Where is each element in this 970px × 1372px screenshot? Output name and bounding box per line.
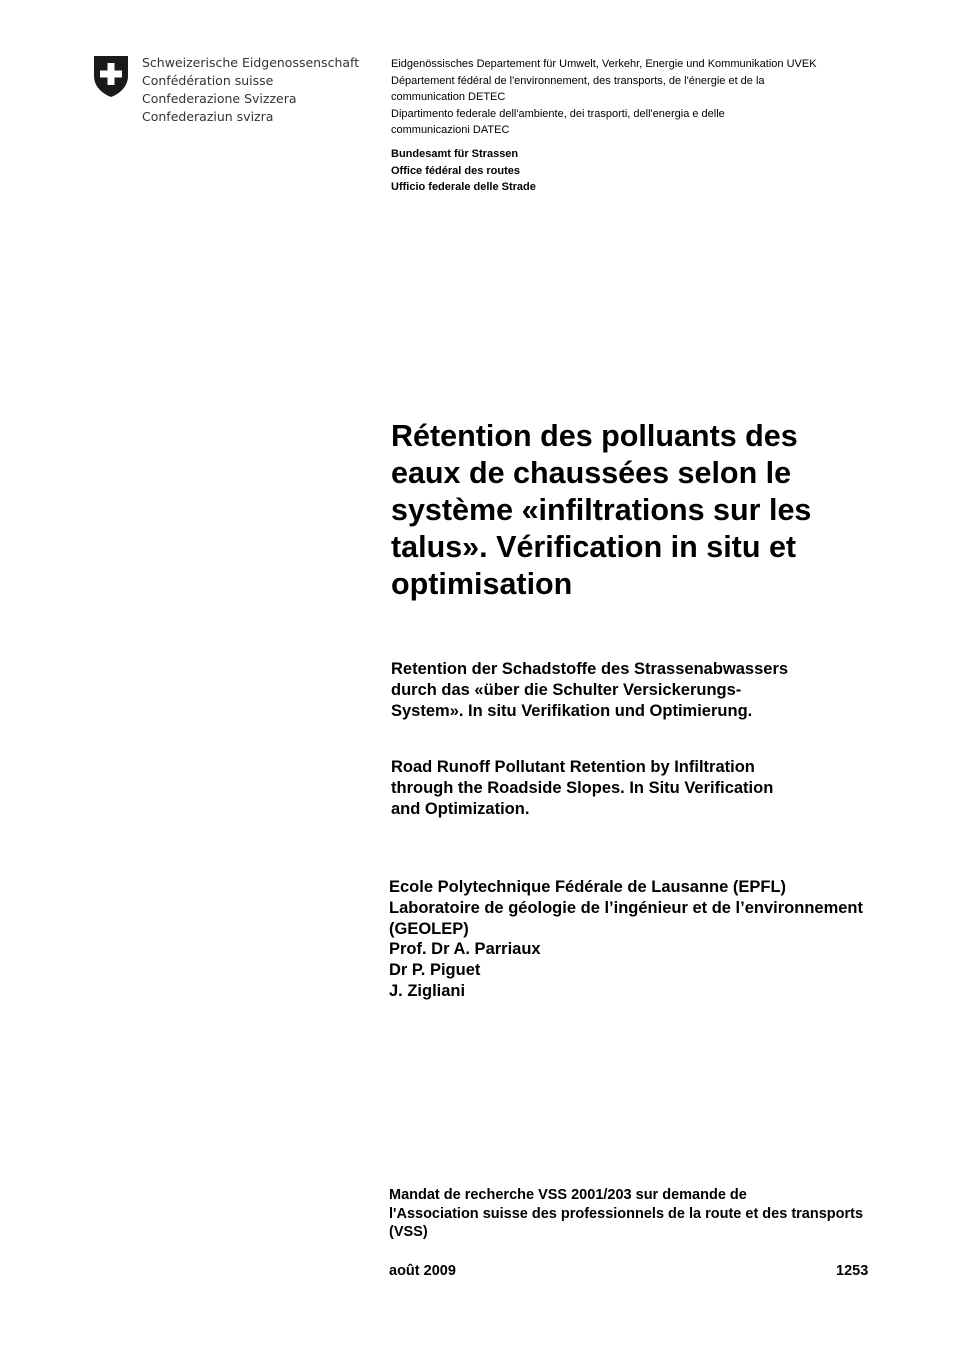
- federal-logo: [92, 54, 359, 126]
- subtitle-english: [391, 757, 773, 820]
- mandate-line: Mandat de recherche VSS 2001/203 sur demande de: [389, 1187, 747, 1203]
- subtitle-line: and Optimization.: [391, 800, 530, 818]
- subtitle-line: through the Roadside Slopes. In Situ Verification: [391, 779, 774, 797]
- mandate-line: l'Association suisse des professionnels de la route et des transports: [389, 1205, 864, 1222]
- author-line: (GEOLEP): [389, 919, 469, 938]
- department-line: Dipartimento federale dell'ambiente, dei trasporti, dell'energia e delle: [391, 107, 725, 120]
- department-line: Département fédéral de l'environnement, des transports, de l'énergie et de la: [391, 74, 765, 87]
- department-line: Eidgenössisches Departement für Umwelt, Verkehr, Energie und Kommunikation UVEK: [391, 58, 817, 70]
- office-line: Bundesamt für Strassen: [391, 148, 519, 160]
- author-line: Ecole Polytechnique Fédérale de Lausanne (EPFL): [389, 878, 787, 896]
- subtitle-line: Road Runoff Pollutant Retention by Infiltration: [391, 758, 755, 776]
- report-number: 1253: [836, 1263, 869, 1279]
- author-line: Laboratoire de géologie de l’ingénieur et de l’environnement: [389, 898, 863, 917]
- title-line: optimisation: [391, 567, 573, 601]
- swiss-cross-shield-icon: [92, 54, 130, 98]
- author-line: Prof. Dr A. Parriaux: [389, 940, 541, 959]
- logo-line-rm: Confederaziun svizra: [142, 109, 274, 124]
- authors-block: [389, 877, 863, 1002]
- subtitle-line: durch das «über die Schulter Versickerungs-: [391, 681, 742, 699]
- title-line: Rétention des polluants des: [391, 419, 798, 453]
- author-line: J. Zigliani: [389, 981, 466, 1000]
- mandate-line: (VSS): [389, 1224, 428, 1240]
- mandate-block: [389, 1186, 863, 1242]
- logo-line-it: Confederazione Svizzera: [142, 91, 297, 106]
- title-line: eaux de chaussées selon le: [391, 456, 792, 490]
- subtitle-line: System». In situ Verifikation und Optimierung.: [391, 702, 753, 720]
- author-line: Dr P. Piguet: [389, 961, 481, 980]
- office-block: [391, 146, 536, 196]
- logo-line-de: Schweizerische Eidgenossenschaft: [142, 55, 360, 70]
- report-title: [391, 418, 891, 603]
- department-line: communicazioni DATEC: [391, 124, 510, 136]
- office-line: Office fédéral des routes: [391, 164, 520, 177]
- logo-line-fr: Confédération suisse: [142, 73, 274, 88]
- office-line: Ufficio federale delle Strade: [391, 181, 536, 193]
- department-line: communication DETEC: [391, 91, 506, 103]
- subtitle-german: [391, 659, 788, 722]
- department-block: [391, 56, 891, 139]
- publication-date: août 2009: [389, 1263, 456, 1279]
- subtitle-line: Retention der Schadstoffe des Strassenabwassers: [391, 660, 789, 678]
- title-line: talus». Vérification in situ et: [391, 530, 797, 564]
- title-line: système «infiltrations sur les: [391, 493, 812, 527]
- confederation-names: [142, 54, 359, 126]
